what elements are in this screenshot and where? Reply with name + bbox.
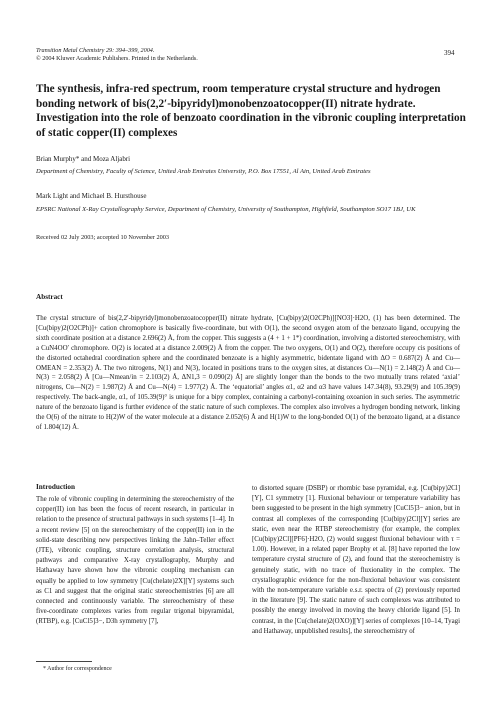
authors-2: Mark Light and Michael B. Hursthouse [36,192,147,200]
received-dates: Received 02 July 2003; accepted 10 November 2003 [36,234,170,241]
abstract-heading: Abstract [36,293,63,301]
intro-left-column [36,495,234,628]
intro-left-text: The role of vibronic coupling in determining the stereochemistry of the copper(II) ion has been the focus of recent research, in particular in relation to the presence of structural pathways in such systems [1–4]. In a recent review [5] on the stereochemistry of the copper(II) ion in the solid-state describing new perspectives linking the Jahn–Teller effect (JTE), vibronic coupling, structure correlation analysis, structural pathways and comparative X-ray crystallography, Murphy and Hathaway have shown how the vibronic coupling mechanism can equally be applied to low symmetry [Cu(chelate)2X][Y] systems such as C1 and suggest that the original static stereochemistries [6] are all connected and continuously variable. The stereochemistry of these five-coordinate complexes varies from regular trigonal bipyramidal, (RTBP), e.g. [CuCl5]3−, D3h symmetry [7], [36,496,234,626]
affiliation-1: Department of Chemistry, Faculty of Science, United Arab Emirates University, P.O. Box 17551, Al Ain, United Arab Emirates [36,168,371,175]
abstract-text: The crystal structure of bis(2,2′-bipyridyl)monobenzoatocopper(II) nitrate hydrate, [Cu(bipy)2(O2CPh)][NO3]·H2O, (1) has been determined. The [Cu(bipy)2(O2CPh)]+ cation chromophore is basically five-coordinate, but with O(1), the second oxygen atom of the benzoato ligand, occupying the sixth coordinate position at a distance 2.696(2) Å, from the copper. This suggests a (4 + 1 + 1*) coordination, involving a distorted stereochemistry, with a CuN4OO′ chromophore. O(2) is located at a distance 2.009(2) Å from the copper. The two oxygens, O(1) and O(2), therefore occupy cis positions of the distorted octahedral coordination sphere and the coordinated benzoate is a highly asymmetric, bidentate ligand with ΔO = 0.687(2) Å and Cu—OMEAN = 2.353(2) Å. The two nitrogens, N(1) and N(3), located in positions trans to the oxygen sites, at distances Cu—N(1) = 2.148(2) Å and Cu—N(3) = 2.058(2) Å [Cu—Nmean/in = 2.103(2) Å, ΔN1,3 = 0.090(2) Å] are slightly longer than the bonds to the two mutually trans related ‘axial’ nitrogens, Cu—N(2) = 1.987(2) Å and Cu—N(4) = 1.977(2) Å. The ‘equatorial’ angles α1, α2 and α3 have values 147.34(8), 93.29(9) and 105.39(9) respectively. The back-angle, α1, of 105.39(9)° is unique for a bipy complex, containing a carbonyl-containing oxoanion in such series. The asymmetric nature of the benzoato ligand is further evidence of the static nature of such complexes. The complex also involves a hydrogen bonding network, linking the O(6) of the nitrate to H(2)W of the water molecule at a distance 2.052(6) Å and H(1)W to the long-bonded O(1) of the benzoato ligand, at a distance of 1.804(12) Å. [36,315,460,431]
footnote: * Author for correspondence [43,666,112,672]
paper-title: The synthesis, infra-red spectrum, room temperature crystal structure and hydrogen bonding network of bis(2,2′-bipyridyl)monobenzoatocopper(II) nitrate hydrate. Investigation into the role of benzoato coordination in the vibronic coupling interpretation of static copper(II) complexes [36,83,466,139]
affiliation-2: EPSRC National X-Ray Crystallography Service, Department of Chemistry, University of Southampton, Highfield, Southampton SO17 1BJ, UK [36,206,416,213]
introduction-heading: Introduction [36,483,76,491]
intro-right-column [252,484,460,637]
copyright-line: © 2004 Kluwer Academic Publishers. Printed in the Netherlands. [36,55,198,62]
journal-line: Transition Metal Chemistry 29: 394–399, 2004. [36,47,155,54]
intro-right-text: to distorted square (DSBP) or rhombic base pyramidal, e.g. [Cu(bipy)2Cl][Y], C1 symmetry [1]. Fluxional behaviour or temperature variability has been suggested to be present in the high symmetry [CuCl5]3− anion, but in contrast all complexes of the corresponding [Cu(bipy)2Cl][Y] series are static, even near the RTBP stereochemistry (for example, the complex [Cu(bipy)2Cl][PF6]·H2O, (2) would suggest fluxional behaviour with τ = 1.00). However, in a related paper Brophy et al. [8] have reported the low temperature crystal structure of (2), and found that the stereochemistry is genuinely static, with no trace of fluxionality in the complex. The crystallographic evidence for the non-fluxional behaviour was consistent with the non-temperature variable e.s.r. spectra of (2) previously reported in the literature [9]. The static nature of such complexes was attributed to possibly the energy involved in moving the heavy chloride ligand [5]. In contrast, in the [Cu(chelate)2(OXO)][Y] series of complexes [10–14, Tyagi and Hathaway, unpublished results], the stereochemistry of [252,485,460,635]
journal-header [36,47,198,63]
footnote-rule [36,661,92,662]
authors-1: Brian Murphy* and Moza Aljabri [36,155,131,163]
page-number: 394 [444,49,455,57]
